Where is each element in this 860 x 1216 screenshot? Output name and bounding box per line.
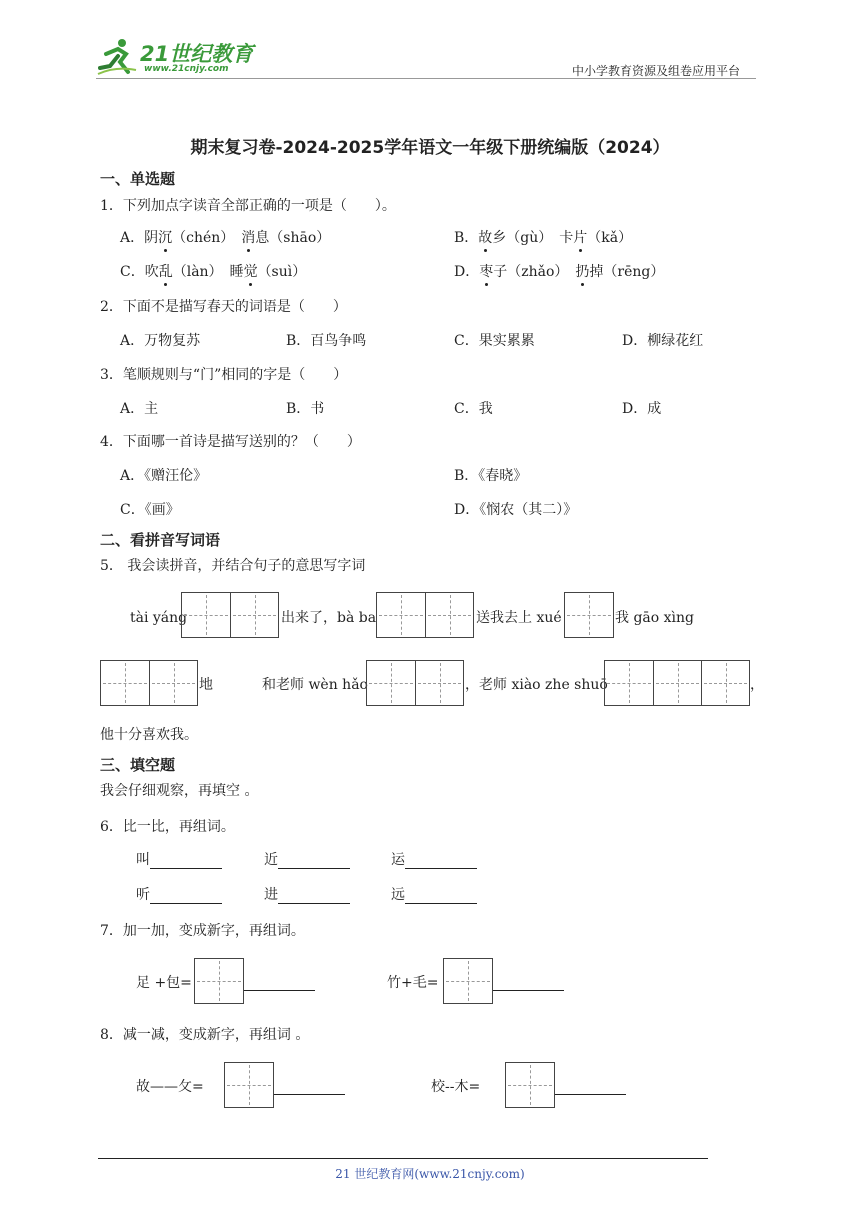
sentence-text: 和老师 wèn hǎo	[262, 677, 368, 693]
equation-text: 竹+毛=	[387, 975, 439, 991]
sentence-text: 我 gāo xìng	[615, 610, 694, 626]
option-a: A．万物复苏	[120, 333, 201, 349]
writing-grid[interactable]	[564, 592, 614, 638]
answer-blank[interactable]	[405, 887, 477, 904]
section-heading: 三、填空题	[100, 756, 176, 774]
compare-item: 远	[391, 886, 477, 904]
pinyin-text: tài yáng	[130, 610, 188, 626]
header-divider	[96, 78, 756, 79]
grid-cell[interactable]	[225, 1063, 273, 1107]
logo-url: www.21cnjy.com	[144, 64, 229, 74]
writing-grid[interactable]	[376, 592, 474, 638]
sentence-text: 地	[199, 677, 213, 693]
option-b: B．故乡（gù） 卡片（kǎ）	[454, 230, 633, 246]
grid-cell[interactable]	[565, 593, 613, 637]
equation-text: 校--木=	[431, 1079, 481, 1095]
option-b: B．书	[286, 401, 325, 417]
sentence-text: ，	[750, 677, 764, 693]
writing-grid[interactable]	[443, 958, 493, 1004]
grid-cell[interactable]	[605, 661, 653, 705]
answer-blank[interactable]	[150, 887, 222, 904]
answer-blank[interactable]	[244, 990, 315, 991]
runner-icon	[96, 36, 138, 78]
grid-cell[interactable]	[425, 593, 473, 637]
question-stem: 5． 我会读拼音，并结合句子的意思写字词	[100, 558, 366, 574]
writing-grid[interactable]	[224, 1062, 274, 1108]
section-intro: 我会仔细观察，再填空 。	[100, 783, 259, 799]
answer-blank[interactable]	[150, 852, 222, 869]
option-a: A．主	[120, 401, 159, 417]
option-c: C．果实累累	[454, 333, 535, 349]
compare-item: 近	[264, 851, 350, 869]
grid-cell[interactable]	[701, 661, 749, 705]
grid-cell[interactable]	[101, 661, 149, 705]
option-a: A．《赠汪伦》	[120, 468, 208, 484]
option-c: C．吹乱（làn） 睡觉（suì）	[120, 264, 307, 280]
answer-blank[interactable]	[493, 990, 564, 991]
sentence-text: ，老师 xiào zhe shuō	[465, 677, 608, 693]
logo-text: 21世纪教育	[140, 42, 254, 66]
section-heading: 一、单选题	[100, 170, 176, 188]
section-heading: 二、看拼音写词语	[100, 531, 221, 549]
compare-item: 听	[136, 886, 222, 904]
grid-cell[interactable]	[195, 959, 243, 1003]
grid-cell[interactable]	[506, 1063, 554, 1107]
writing-grid[interactable]	[604, 660, 750, 706]
logo	[96, 36, 266, 80]
footer-text[interactable]: 21 世纪教育网(www.21cnjy.com)	[335, 1167, 525, 1181]
answer-blank[interactable]	[278, 887, 350, 904]
compare-item: 运	[391, 851, 477, 869]
compare-item: 叫	[136, 851, 222, 869]
sentence-text: 出来了，bà ba	[281, 610, 377, 626]
grid-cell[interactable]	[444, 959, 492, 1003]
writing-grid[interactable]	[194, 958, 244, 1004]
grid-cell[interactable]	[182, 593, 230, 637]
question-stem: 7．加一加，变成新字，再组词。	[100, 923, 305, 939]
question-stem: 2．下面不是描写春天的词语是（ ）	[100, 299, 347, 315]
question-stem: 6．比一比，再组词。	[100, 819, 235, 835]
answer-blank[interactable]	[278, 852, 350, 869]
answer-blank[interactable]	[405, 852, 477, 869]
question-stem: 3．笔顺规则与“门”相同的字是（ ）	[100, 367, 348, 383]
page-title: 期末复习卷-2024-2025学年语文一年级下册统编版（2024）	[190, 138, 670, 158]
writing-grid[interactable]	[100, 660, 198, 706]
option-d: D．枣子（zhǎo） 扔掉（rēng）	[454, 264, 665, 280]
option-d: D．《悯农（其二）》	[454, 502, 578, 518]
equation-text: 故——攵=	[136, 1079, 204, 1095]
question-stem: 8．减一减，变成新字，再组词 。	[100, 1027, 310, 1043]
question-stem: 4．下面哪一首诗是描写送别的？（ ）	[100, 434, 361, 450]
writing-grid[interactable]	[181, 592, 279, 638]
option-c: C．《画》	[120, 502, 180, 518]
option-d: D．柳绿花红	[622, 333, 704, 349]
grid-cell[interactable]	[367, 661, 415, 705]
equation-text: 足 +包=	[136, 975, 192, 991]
grid-cell[interactable]	[415, 661, 463, 705]
question-stem: 1．下列加点字读音全部正确的一项是（ ）。	[100, 198, 396, 214]
grid-cell[interactable]	[230, 593, 278, 637]
answer-blank[interactable]	[274, 1094, 345, 1095]
writing-grid[interactable]	[366, 660, 464, 706]
option-a: A．阴沉（chén） 消息（shāo）	[120, 230, 331, 246]
grid-cell[interactable]	[377, 593, 425, 637]
grid-cell[interactable]	[149, 661, 197, 705]
sentence-text: 他十分喜欢我。	[100, 727, 198, 743]
answer-blank[interactable]	[555, 1094, 626, 1095]
writing-grid[interactable]	[505, 1062, 555, 1108]
option-c: C．我	[454, 401, 493, 417]
sentence-text: 送我去上 xué	[476, 610, 562, 626]
footer-divider	[98, 1158, 708, 1159]
option-d: D．成	[622, 401, 662, 417]
grid-cell[interactable]	[653, 661, 701, 705]
option-b: B．《春晓》	[454, 468, 528, 484]
platform-name: 中小学教育资源及组卷应用平台	[572, 64, 741, 78]
compare-item: 进	[264, 886, 350, 904]
option-b: B．百鸟争鸣	[286, 333, 367, 349]
